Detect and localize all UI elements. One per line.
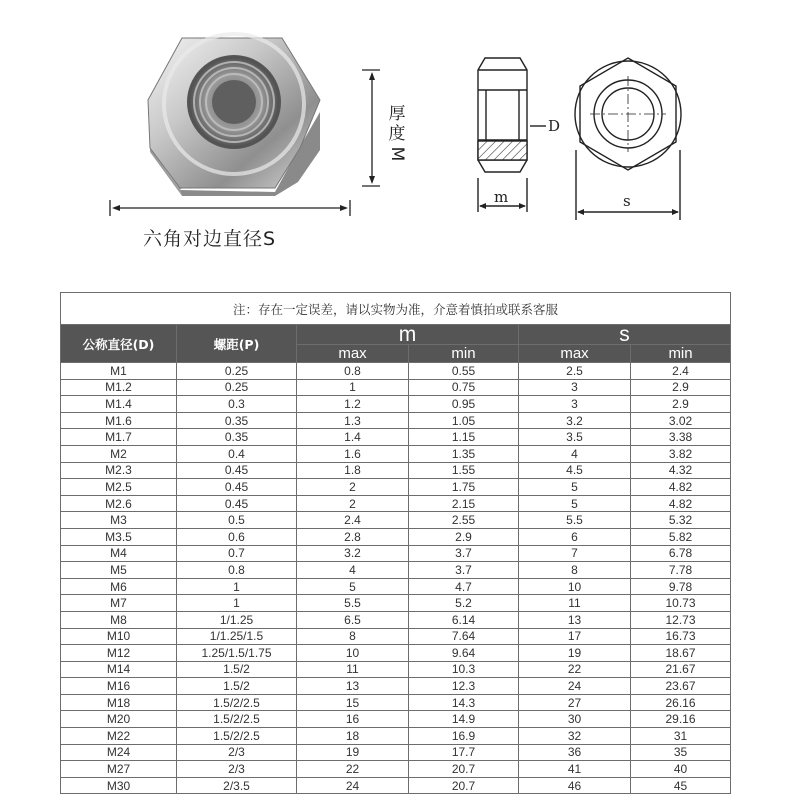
cell-diameter: M1.2	[61, 379, 177, 396]
cell-s-max: 13	[519, 611, 631, 628]
cell-s-max: 5	[519, 495, 631, 512]
cell-s-max: 36	[519, 744, 631, 761]
cell-diameter: M1.4	[61, 396, 177, 413]
cell-s-min: 6.78	[631, 545, 731, 562]
table-row	[61, 363, 731, 380]
cell-s-min: 18.67	[631, 645, 731, 662]
cell-pitch: 0.25	[177, 379, 297, 396]
cell-diameter: M2.6	[61, 495, 177, 512]
cell-s-max: 8	[519, 562, 631, 579]
cell-m-min: 1.15	[409, 429, 519, 446]
cell-s-min: 12.73	[631, 611, 731, 628]
cell-pitch: 0.45	[177, 462, 297, 479]
cell-s-min: 31	[631, 728, 731, 745]
cell-s-min: 5.82	[631, 528, 731, 545]
cell-m-max: 2.8	[297, 528, 409, 545]
cell-s-min: 40	[631, 761, 731, 778]
cell-m-min: 9.64	[409, 645, 519, 662]
cell-m-min: 3.7	[409, 545, 519, 562]
dimension-m-label	[386, 104, 408, 164]
table-row	[61, 512, 731, 529]
cell-pitch: 2/3	[177, 761, 297, 778]
cell-m-min: 14.9	[409, 711, 519, 728]
table-row	[61, 412, 731, 429]
cell-m-min: 1.05	[409, 412, 519, 429]
cell-m-min: 6.14	[409, 611, 519, 628]
cell-s-max: 2.5	[519, 363, 631, 380]
cell-s-max: 3	[519, 379, 631, 396]
table-row	[61, 761, 731, 778]
cell-s-max: 30	[519, 711, 631, 728]
cell-m-max: 3.2	[297, 545, 409, 562]
cell-m-max: 1.4	[297, 429, 409, 446]
table-row	[61, 462, 731, 479]
cell-pitch: 1.25/1.5/1.75	[177, 645, 297, 662]
cell-m-max: 6.5	[297, 611, 409, 628]
cell-m-min: 1.75	[409, 479, 519, 496]
cell-pitch: 2/3.5	[177, 777, 297, 794]
dimension-s-arrow	[110, 200, 350, 216]
cell-pitch: 0.25	[177, 363, 297, 380]
cell-m-max: 16	[297, 711, 409, 728]
cell-s-max: 24	[519, 678, 631, 695]
cell-m-max: 10	[297, 645, 409, 662]
cell-m-min: 4.7	[409, 578, 519, 595]
cell-m-max: 1	[297, 379, 409, 396]
cell-pitch: 0.35	[177, 429, 297, 446]
cell-s-min: 2.9	[631, 379, 731, 396]
cell-m-min: 2.9	[409, 528, 519, 545]
cell-pitch: 1.5/2/2.5	[177, 728, 297, 745]
cell-m-max: 18	[297, 728, 409, 745]
cell-diameter: M1.7	[61, 429, 177, 446]
cell-m-min: 1.55	[409, 462, 519, 479]
cell-s-min: 2.9	[631, 396, 731, 413]
header-m-min: min	[409, 345, 519, 363]
table-row	[61, 645, 731, 662]
cell-m-max: 13	[297, 678, 409, 695]
cell-s-min: 3.82	[631, 445, 731, 462]
cell-s-min: 45	[631, 777, 731, 794]
table-row	[61, 628, 731, 645]
cell-m-max: 5.5	[297, 595, 409, 612]
cell-m-max: 1.2	[297, 396, 409, 413]
cell-s-max: 46	[519, 777, 631, 794]
cell-m-min: 2.15	[409, 495, 519, 512]
cell-m-min: 10.3	[409, 661, 519, 678]
table-row	[61, 528, 731, 545]
cell-m-max: 8	[297, 628, 409, 645]
table-row	[61, 545, 731, 562]
cell-s-min: 9.78	[631, 578, 731, 595]
cell-m-min: 7.64	[409, 628, 519, 645]
cell-m-min: 12.3	[409, 678, 519, 695]
table-body	[61, 363, 731, 794]
cell-s-max: 5.5	[519, 512, 631, 529]
cell-diameter: M30	[61, 777, 177, 794]
header-m: m	[297, 325, 519, 345]
cell-m-min: 0.55	[409, 363, 519, 380]
spec-table	[60, 292, 731, 794]
cell-diameter: M20	[61, 711, 177, 728]
table-row	[61, 379, 731, 396]
cell-s-max: 4	[519, 445, 631, 462]
cell-s-max: 11	[519, 595, 631, 612]
cell-m-max: 11	[297, 661, 409, 678]
table-row	[61, 611, 731, 628]
table-row	[61, 396, 731, 413]
table-row	[61, 728, 731, 745]
cell-m-max: 19	[297, 744, 409, 761]
cell-pitch: 0.4	[177, 445, 297, 462]
cell-m-min: 16.9	[409, 728, 519, 745]
drawing-label-s: s	[623, 192, 631, 210]
cell-s-min: 4.32	[631, 462, 731, 479]
header-s-min: min	[631, 345, 731, 363]
cell-pitch: 1	[177, 595, 297, 612]
cell-s-min: 16.73	[631, 628, 731, 645]
cell-pitch: 0.8	[177, 562, 297, 579]
header-s-max: max	[519, 345, 631, 363]
cell-pitch: 1.5/2/2.5	[177, 694, 297, 711]
label-m-char: 厚	[388, 104, 406, 124]
cell-s-min: 4.82	[631, 479, 731, 496]
cell-m-min: 5.2	[409, 595, 519, 612]
cell-s-min: 7.78	[631, 562, 731, 579]
label-m-char: M	[387, 146, 407, 162]
cell-s-min: 4.82	[631, 495, 731, 512]
header-pitch: 螺距(P)	[177, 325, 297, 363]
cell-m-max: 1.3	[297, 412, 409, 429]
cell-m-min: 0.75	[409, 379, 519, 396]
cell-m-max: 1.6	[297, 445, 409, 462]
label-m-char: 度	[388, 124, 406, 144]
cell-s-max: 5	[519, 479, 631, 496]
cell-pitch: 1.5/2/2.5	[177, 711, 297, 728]
cell-diameter: M1.6	[61, 412, 177, 429]
cell-pitch: 0.5	[177, 512, 297, 529]
cell-m-max: 1.8	[297, 462, 409, 479]
cell-diameter: M3	[61, 512, 177, 529]
table-row	[61, 711, 731, 728]
cell-s-min: 35	[631, 744, 731, 761]
table-row	[61, 479, 731, 496]
cell-pitch: 0.3	[177, 396, 297, 413]
cell-diameter: M5	[61, 562, 177, 579]
cell-s-min: 29.16	[631, 711, 731, 728]
table-row	[61, 678, 731, 695]
cell-s-max: 27	[519, 694, 631, 711]
cell-m-max: 2	[297, 479, 409, 496]
cell-diameter: M4	[61, 545, 177, 562]
cell-diameter: M10	[61, 628, 177, 645]
cell-s-max: 7	[519, 545, 631, 562]
cell-diameter: M3.5	[61, 528, 177, 545]
table-row	[61, 777, 731, 794]
cell-s-max: 3.2	[519, 412, 631, 429]
cell-s-max: 19	[519, 645, 631, 662]
table-row	[61, 595, 731, 612]
cell-s-min: 3.38	[631, 429, 731, 446]
cell-pitch: 2/3	[177, 744, 297, 761]
table-row	[61, 562, 731, 579]
cell-pitch: 1.5/2	[177, 661, 297, 678]
header-m-max: max	[297, 345, 409, 363]
cell-pitch: 1.5/2	[177, 678, 297, 695]
cell-s-max: 3	[519, 396, 631, 413]
cell-diameter: M27	[61, 761, 177, 778]
cell-diameter: M12	[61, 645, 177, 662]
cell-s-max: 4.5	[519, 462, 631, 479]
cell-s-max: 32	[519, 728, 631, 745]
cell-pitch: 0.7	[177, 545, 297, 562]
cell-s-min: 21.67	[631, 661, 731, 678]
cell-pitch: 1	[177, 578, 297, 595]
table-row	[61, 744, 731, 761]
cell-diameter: M2	[61, 445, 177, 462]
cell-diameter: M16	[61, 678, 177, 695]
cell-m-max: 22	[297, 761, 409, 778]
table-note: 注：存在一定误差，请以实物为准，介意着慎拍或联系客服	[61, 293, 731, 325]
side-view-drawing	[478, 58, 546, 212]
header-s: s	[519, 325, 731, 345]
cell-s-min: 5.32	[631, 512, 731, 529]
cell-s-max: 17	[519, 628, 631, 645]
cell-m-max: 0.8	[297, 363, 409, 380]
table-row	[61, 578, 731, 595]
cell-s-min: 23.67	[631, 678, 731, 695]
cell-s-min: 26.16	[631, 694, 731, 711]
cell-diameter: M6	[61, 578, 177, 595]
cell-diameter: M24	[61, 744, 177, 761]
cell-m-max: 2.4	[297, 512, 409, 529]
cell-m-max: 2	[297, 495, 409, 512]
cell-s-min: 3.02	[631, 412, 731, 429]
cell-m-min: 3.7	[409, 562, 519, 579]
cell-pitch: 0.45	[177, 495, 297, 512]
cell-m-max: 5	[297, 578, 409, 595]
cell-s-max: 41	[519, 761, 631, 778]
table-row	[61, 694, 731, 711]
cell-pitch: 0.45	[177, 479, 297, 496]
cell-m-min: 14.3	[409, 694, 519, 711]
cell-diameter: M8	[61, 611, 177, 628]
cell-diameter: M2.3	[61, 462, 177, 479]
cell-m-max: 24	[297, 777, 409, 794]
cell-diameter: M22	[61, 728, 177, 745]
cell-diameter: M7	[61, 595, 177, 612]
table-row	[61, 445, 731, 462]
drawing-label-d: D	[548, 117, 561, 135]
cell-pitch: 0.35	[177, 412, 297, 429]
cell-m-min: 0.95	[409, 396, 519, 413]
cell-m-min: 1.35	[409, 445, 519, 462]
cell-s-max: 6	[519, 528, 631, 545]
cell-m-max: 4	[297, 562, 409, 579]
cell-s-max: 10	[519, 578, 631, 595]
cell-pitch: 1/1.25	[177, 611, 297, 628]
cell-m-min: 2.55	[409, 512, 519, 529]
cell-m-min: 20.7	[409, 761, 519, 778]
cell-diameter: M1	[61, 363, 177, 380]
cell-pitch: 1/1.25/1.5	[177, 628, 297, 645]
cell-diameter: M14	[61, 661, 177, 678]
table-row	[61, 661, 731, 678]
table-row	[61, 495, 731, 512]
table-row	[61, 429, 731, 446]
cell-s-min: 10.73	[631, 595, 731, 612]
cell-m-min: 20.7	[409, 777, 519, 794]
dimension-m-arrow	[362, 70, 380, 186]
cell-s-max: 3.5	[519, 429, 631, 446]
cell-s-max: 22	[519, 661, 631, 678]
cell-m-max: 15	[297, 694, 409, 711]
cell-s-min: 2.4	[631, 363, 731, 380]
cell-diameter: M2.5	[61, 479, 177, 496]
cell-m-min: 17.7	[409, 744, 519, 761]
header-diameter: 公称直径(D)	[61, 325, 177, 363]
nut-photo	[148, 34, 320, 196]
cell-pitch: 0.6	[177, 528, 297, 545]
drawing-label-m: m	[494, 188, 509, 206]
dimension-s-label: 六角对边直径S	[143, 228, 277, 250]
cell-diameter: M18	[61, 694, 177, 711]
